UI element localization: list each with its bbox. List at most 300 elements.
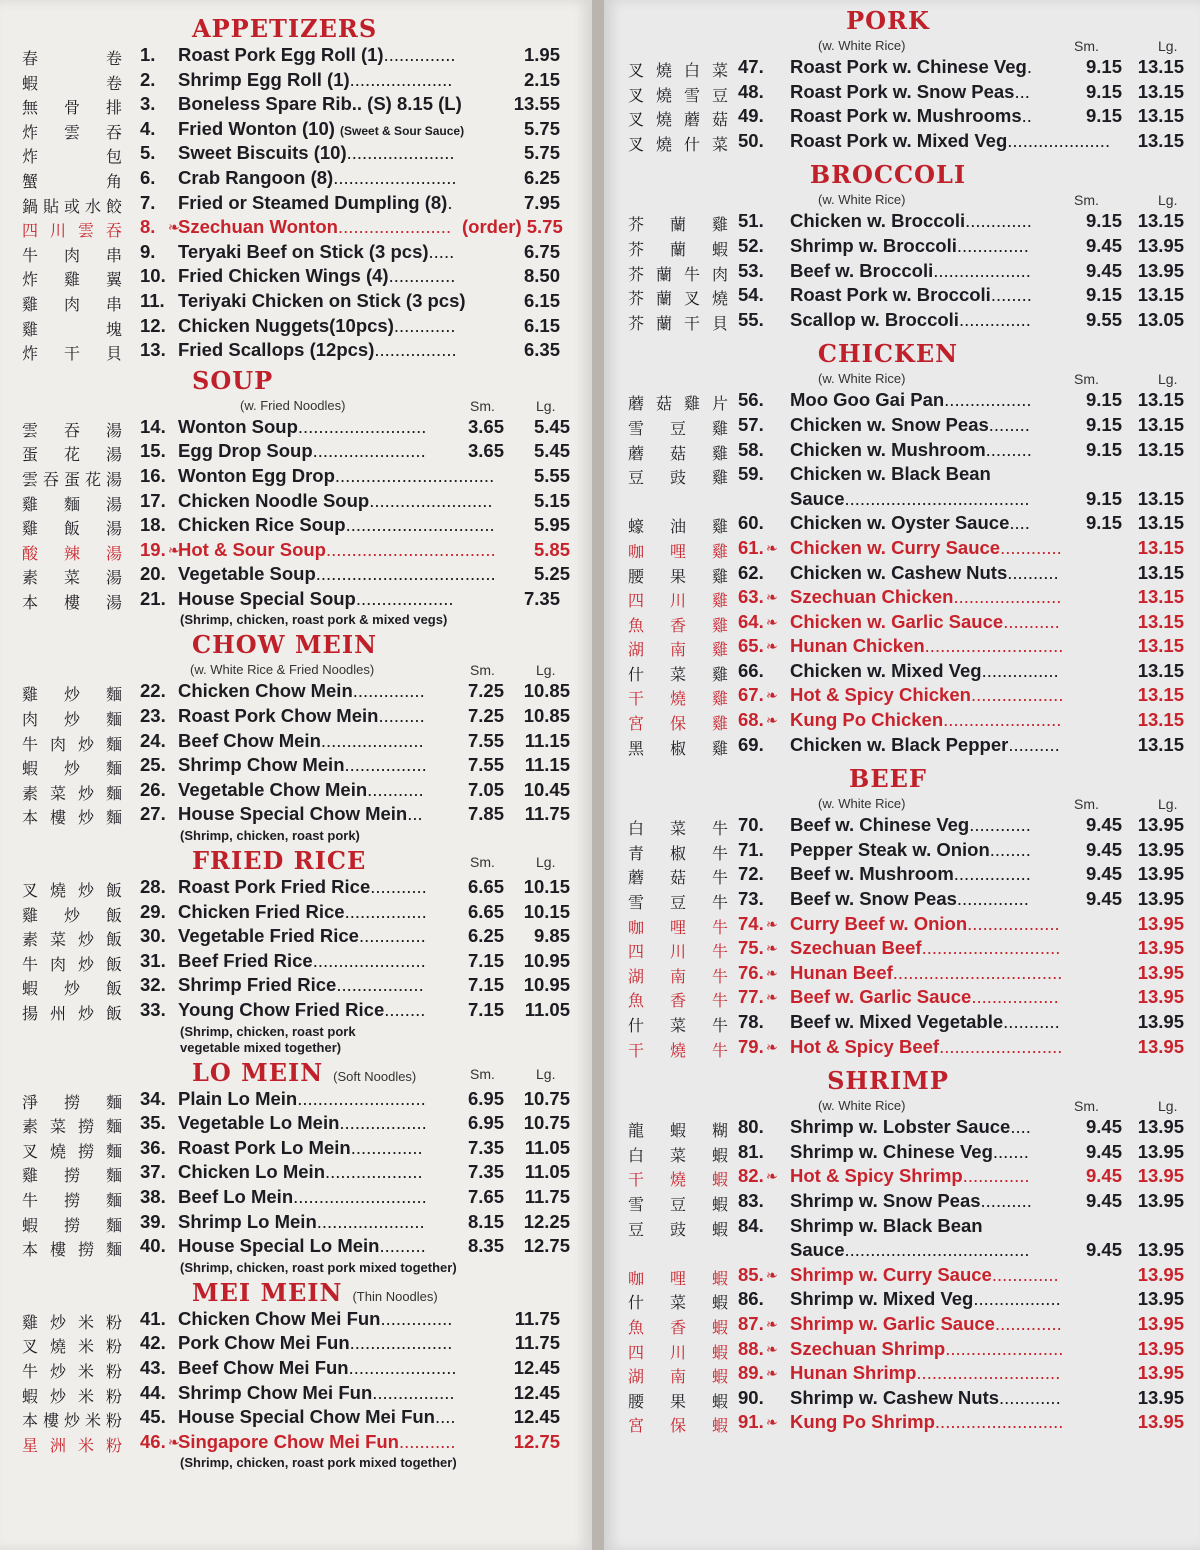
menu-item-beef-w-mushroom[interactable] <box>628 863 1188 888</box>
section-header <box>22 366 577 394</box>
menu-item-chicken-w-garlic-sauce[interactable] <box>628 611 1188 636</box>
menu-item-chicken-w-cashew-nuts[interactable] <box>628 562 1188 587</box>
item-price-large: 5.95 <box>533 514 570 536</box>
item-name <box>178 876 427 898</box>
menu-item-beef-fried-rice[interactable] <box>22 950 577 975</box>
chinese-character: 牛 <box>711 942 728 962</box>
item-name <box>790 56 1032 78</box>
chinese-character: 米 <box>84 1411 101 1431</box>
menu-item-continued[interactable] <box>628 488 1188 513</box>
chinese-name <box>628 736 728 759</box>
menu-item-beef-w-mixed-vegetable[interactable] <box>628 1011 1188 1036</box>
item-price-small: 9.15 <box>1085 56 1122 77</box>
item-name-text: Chicken Fried Rice <box>178 900 345 922</box>
item-name-text: House Special Soup <box>178 587 356 609</box>
menu-item-shrimp-w-garlic-sauce[interactable] <box>628 1313 1188 1338</box>
menu-item-sweet-biscuits-10[interactable] <box>22 142 577 167</box>
item-number: 43. <box>140 1356 166 1378</box>
item-number: 10. <box>140 265 166 287</box>
chinese-character: 燒 <box>669 1040 686 1060</box>
item-price-large: 13.95 <box>1137 838 1184 860</box>
menu-item-chicken-nuggets-10pcs[interactable] <box>22 315 577 340</box>
item-number: 25. <box>140 754 166 776</box>
item-name-text: House Special Chow Mei Fun <box>178 1406 435 1428</box>
chinese-name <box>628 1217 728 1240</box>
item-name <box>178 514 495 536</box>
menu-item-vegetable-chow-mein[interactable] <box>22 779 577 804</box>
chinese-character: 炒 <box>49 1361 66 1381</box>
chinese-character: 雞 <box>22 905 39 925</box>
chinese-name <box>22 317 122 340</box>
dot-leader: ......................... <box>297 415 427 437</box>
menu-item-hot-spicy-shrimp[interactable] <box>628 1165 1188 1190</box>
chinese-name <box>22 292 122 315</box>
menu-item-fried-scallops-12pcs[interactable] <box>22 339 577 364</box>
chinese-character: 串 <box>105 245 122 265</box>
chinese-name <box>22 541 122 564</box>
item-price: 13.95 <box>1137 1288 1184 1310</box>
item-name <box>790 863 1031 885</box>
item-price-small: 9.45 <box>1085 259 1122 281</box>
chinese-character: 糊 <box>711 1121 728 1141</box>
pepper-icon: ❧ <box>168 219 180 236</box>
menu-page-left <box>0 0 592 1550</box>
chinese-character: 白 <box>628 1145 645 1165</box>
menu-item-beef-chow-mein[interactable] <box>22 730 577 755</box>
item-name <box>790 709 1061 731</box>
dot-leader: .................... <box>320 729 424 751</box>
item-name <box>790 888 1029 910</box>
menu-item-chicken-w-curry-sauce[interactable] <box>628 537 1188 562</box>
menu-item-roast-pork-w-snow-peas[interactable] <box>628 81 1188 106</box>
item-price: 13.95 <box>1137 1011 1184 1032</box>
item-price-small: 7.55 <box>467 729 504 751</box>
dot-leader: .................................... <box>844 487 1030 509</box>
chinese-character: 塊 <box>105 319 122 339</box>
pepper-icon: ❧ <box>766 964 778 981</box>
chinese-character: 肉 <box>711 264 728 284</box>
pepper-icon: ❧ <box>766 539 778 556</box>
size-header-small: Sm. <box>470 1065 495 1082</box>
chinese-name <box>22 218 122 241</box>
chinese-character: 麵 <box>105 1092 122 1112</box>
item-name-text: Chicken Lo Mein <box>178 1161 325 1183</box>
menu-item-fried-or-steamed-dumpling-8[interactable] <box>22 192 577 217</box>
section-header <box>628 6 1188 34</box>
section-title: BROCCOLI <box>809 160 967 190</box>
item-name-text: Shrimp w. Broccoli <box>790 234 957 256</box>
menu-item-wonton-egg-drop[interactable] <box>22 465 577 490</box>
chinese-character: 炒 <box>77 954 94 974</box>
item-name <box>178 1088 426 1110</box>
section-subheader <box>628 794 1188 814</box>
item-name <box>178 680 425 702</box>
chinese-character: 炒 <box>63 1411 80 1431</box>
chinese-character: 麵 <box>105 783 122 803</box>
size-header-large: Lg. <box>1158 38 1178 54</box>
menu-item-chicken-lo-mein[interactable] <box>22 1161 577 1186</box>
section-subheader <box>22 396 577 416</box>
menu-item-egg-drop-soup[interactable] <box>22 440 577 465</box>
chinese-character: 燒 <box>49 1141 66 1161</box>
menu-item-vegetable-soup[interactable] <box>22 563 577 588</box>
chinese-name <box>628 107 728 130</box>
menu-item-shrimp-lo-mein[interactable] <box>22 1211 577 1236</box>
menu-item-chicken-rice-soup[interactable] <box>22 514 577 539</box>
menu-item-curry-beef-w-onion[interactable] <box>628 913 1188 938</box>
menu-item-vegetable-fried-rice[interactable] <box>22 925 577 950</box>
chinese-character: 粉 <box>105 1435 122 1455</box>
item-name-text: Shrimp Egg Roll (1) <box>178 68 350 90</box>
menu-item-house-special-lo-mein[interactable] <box>22 1235 577 1260</box>
item-name <box>790 260 1031 282</box>
menu-item-hunan-shrimp[interactable] <box>628 1362 1188 1387</box>
menu-item-chicken-noodle-soup[interactable] <box>22 490 577 515</box>
dot-leader: ............... <box>981 659 1059 681</box>
chinese-name <box>22 1090 122 1113</box>
menu-item-kung-po-chicken[interactable] <box>628 709 1188 734</box>
item-name-text: Beef w. Broccoli <box>790 259 934 281</box>
item-name-text: Shrimp w. Black Bean <box>790 1214 983 1236</box>
chinese-character: 麵 <box>105 1215 122 1235</box>
dot-leader: ..................... <box>346 142 455 164</box>
item-price-large: 13.95 <box>1137 863 1184 885</box>
chinese-name <box>628 1167 728 1190</box>
item-name <box>790 1011 1060 1033</box>
item-name <box>178 339 457 361</box>
chinese-character: 豆 <box>669 418 686 438</box>
item-name <box>178 490 493 512</box>
chinese-character: 蝦 <box>711 1170 728 1190</box>
menu-item-shrimp-w-mixed-veg[interactable] <box>628 1288 1188 1313</box>
item-price-small: 9.45 <box>1085 1239 1122 1261</box>
menu-item-chicken-chow-mein[interactable] <box>22 680 577 705</box>
menu-item-beef-w-snow-peas[interactable] <box>628 888 1188 913</box>
item-number: 7. <box>140 191 156 213</box>
chinese-character: 炒 <box>77 930 94 950</box>
chinese-character: 蝦 <box>711 1342 728 1362</box>
item-name-text: Beef w. Mushroom <box>790 863 954 885</box>
item-number: 68. <box>738 709 764 731</box>
menu-item-pork-chow-mei-fun[interactable] <box>22 1332 577 1357</box>
menu-item-fried-chicken-wings-4[interactable] <box>22 265 577 290</box>
item-price-small: 9.15 <box>1085 413 1122 435</box>
item-price-large: 5.55 <box>533 464 570 486</box>
item-name <box>790 1165 1030 1187</box>
chinese-character: 粉 <box>105 1361 122 1381</box>
chinese-character: 蝦 <box>22 979 39 999</box>
menu-item-chicken-w-black-bean[interactable] <box>628 463 1188 488</box>
size-header-small: Sm. <box>470 397 495 414</box>
item-price: 6.35 <box>523 339 560 361</box>
menu-item-szechuan-shrimp[interactable] <box>628 1338 1188 1363</box>
chinese-name <box>22 144 122 167</box>
section-title: BEEF <box>849 764 927 794</box>
menu-item-hot-spicy-chicken[interactable] <box>628 684 1188 709</box>
item-name-text: Teryaki Beef on Stick (3 pcs) <box>178 240 429 262</box>
item-number: 3. <box>140 93 156 115</box>
dot-leader: .............. <box>956 234 1029 256</box>
chinese-character: 雞 <box>711 640 728 660</box>
chinese-character: 星 <box>22 1435 39 1455</box>
menu-item-shrimp-w-broccoli[interactable] <box>628 235 1188 260</box>
menu-item-scallop-w-broccoli[interactable] <box>628 309 1188 334</box>
chinese-character: 蘭 <box>669 215 686 235</box>
chinese-character: 串 <box>105 294 122 314</box>
chinese-character: 麵 <box>105 1190 122 1210</box>
pepper-icon: ❧ <box>766 638 778 655</box>
menu-item-shrimp-egg-roll-1[interactable] <box>22 69 577 94</box>
section-title <box>192 1278 438 1307</box>
chinese-character: 芥 <box>628 289 645 309</box>
menu-item-vegetable-lo-mein[interactable] <box>22 1112 577 1137</box>
menu-item-shrimp-fried-rice[interactable] <box>22 974 577 999</box>
chinese-character: 咖 <box>628 1268 645 1288</box>
dot-leader: .. <box>1021 105 1032 127</box>
chinese-name <box>628 237 728 260</box>
menu-item-chicken-w-oyster-sauce[interactable] <box>628 512 1188 537</box>
menu-item-shrimp-w-lobster-sauce[interactable] <box>628 1116 1188 1141</box>
chinese-character: 雪 <box>628 1194 645 1214</box>
item-price-large: 11.05 <box>524 1161 570 1183</box>
size-header-large: Lg. <box>1158 371 1178 388</box>
chinese-character: 粉 <box>105 1411 122 1431</box>
chinese-character: 雞 <box>711 468 728 488</box>
chinese-name <box>628 1192 728 1215</box>
menu-item-roast-pork-w-chinese-veg[interactable] <box>628 56 1188 81</box>
dot-leader: ........... <box>1003 1011 1060 1032</box>
menu-item-shrimp-chow-mei-fun[interactable] <box>22 1382 577 1407</box>
dot-leader: ............ <box>999 1386 1061 1408</box>
dot-leader: ...................... <box>312 440 426 462</box>
menu-item-roast-pork-w-broccoli[interactable] <box>628 284 1188 309</box>
menu-item-shrimp-w-curry-sauce[interactable] <box>628 1264 1188 1289</box>
menu-item-pepper-steak-w-onion[interactable] <box>628 839 1188 864</box>
chinese-name <box>22 952 122 975</box>
item-number: 48. <box>738 80 764 102</box>
menu-item-chicken-w-mixed-veg[interactable] <box>628 660 1188 685</box>
item-price: 13.95 <box>1137 1337 1184 1359</box>
chinese-character: 雞 <box>683 394 700 414</box>
chinese-character: 燒 <box>669 1170 686 1190</box>
menu-item-teryaki-beef-on-stick-3-pcs[interactable] <box>22 241 577 266</box>
menu-item-singapore-chow-mei-fun[interactable] <box>22 1431 577 1456</box>
item-name <box>790 81 1030 103</box>
item-name <box>790 1362 1060 1384</box>
menu-item-roast-pork-lo-mein[interactable] <box>22 1137 577 1162</box>
section-title-text: MEI MEIN <box>192 1277 343 1307</box>
item-number: 32. <box>140 974 166 996</box>
chinese-name <box>628 1290 728 1313</box>
menu-item-shrimp-w-black-bean[interactable] <box>628 1215 1188 1240</box>
chinese-name <box>22 1384 122 1407</box>
menu-item-hunan-beef[interactable] <box>628 962 1188 987</box>
menu-item-roast-pork-w-mushrooms[interactable] <box>628 105 1188 130</box>
section-subtitle: (w. White Rice) <box>818 38 906 53</box>
item-name <box>178 974 424 996</box>
item-number: 66. <box>738 659 764 681</box>
item-price-large: 10.15 <box>523 876 570 898</box>
item-name <box>178 1357 457 1379</box>
menu-item-chicken-w-mushroom[interactable] <box>628 439 1188 464</box>
item-name <box>790 1387 1061 1409</box>
chinese-character: 貼 <box>42 196 59 216</box>
menu-item-chicken-fried-rice[interactable] <box>22 901 577 926</box>
item-number: 6. <box>140 166 156 188</box>
menu-item-shrimp-w-snow-peas[interactable] <box>628 1190 1188 1215</box>
menu-item-kung-po-shrimp[interactable] <box>628 1411 1188 1436</box>
dot-leader: ............................ <box>916 1362 1061 1384</box>
menu-item-teriyaki-chicken-on-stick-3-pcs[interactable] <box>22 290 577 315</box>
item-name <box>790 562 1059 584</box>
item-price-small: 8.35 <box>467 1235 504 1257</box>
section-header <box>628 1066 1188 1094</box>
chinese-name <box>628 588 728 611</box>
chinese-character: 撈 <box>77 1141 94 1161</box>
dot-leader: ...................... <box>312 949 426 971</box>
menu-item-roast-pork-fried-rice[interactable] <box>22 876 577 901</box>
item-name-text: Roast Pork w. Broccoli <box>790 284 991 306</box>
menu-item-shrimp-w-chinese-veg[interactable] <box>628 1141 1188 1166</box>
dot-leader: ............ <box>1000 536 1062 558</box>
item-name <box>178 69 452 91</box>
menu-item-chicken-w-broccoli[interactable] <box>628 210 1188 235</box>
menu-item-hot-sour-soup[interactable] <box>22 539 577 564</box>
chinese-character: 飯 <box>105 954 122 974</box>
chinese-character: 四 <box>628 1342 645 1362</box>
dot-leader: ............. <box>991 1263 1059 1285</box>
item-price-small: 9.45 <box>1085 1165 1122 1187</box>
section-header <box>22 1278 577 1306</box>
item-name-text: Chicken w. Black Pepper <box>790 733 1009 755</box>
chinese-character: 牛 <box>22 245 39 265</box>
menu-item-hot-spicy-beef[interactable] <box>628 1036 1188 1061</box>
item-name-text: Shrimp w. Snow Peas <box>790 1189 981 1211</box>
item-name-text: Vegetable Soup <box>178 563 316 585</box>
item-price: 11.75 <box>514 1332 560 1354</box>
menu-item-beef-chow-mei-fun[interactable] <box>22 1357 577 1382</box>
pepper-icon: ❧ <box>168 1433 180 1450</box>
chinese-character: 雞 <box>63 270 80 290</box>
menu-item-continued[interactable] <box>628 1239 1188 1264</box>
menu-item-hunan-chicken[interactable] <box>628 635 1188 660</box>
size-header-small: Sm. <box>470 662 495 679</box>
item-number: 76. <box>738 961 764 983</box>
menu-item-szechuan-beef[interactable] <box>628 937 1188 962</box>
left-column <box>22 14 577 1471</box>
menu-item-moo-goo-gai-pan[interactable] <box>628 389 1188 414</box>
chinese-name <box>628 1389 728 1412</box>
chinese-character: 炒 <box>49 1386 66 1406</box>
dot-leader: ............ <box>393 314 456 336</box>
size-header-small: Sm. <box>1074 38 1099 54</box>
menu-item-plain-lo-mein[interactable] <box>22 1088 577 1113</box>
menu-item-house-special-soup[interactable] <box>22 588 577 613</box>
menu-item-szechuan-chicken[interactable] <box>628 586 1188 611</box>
chinese-name <box>22 1139 122 1162</box>
chinese-name <box>628 1413 728 1436</box>
item-price: 7.35 <box>523 587 560 609</box>
item-number: 28. <box>140 876 166 898</box>
item-price: 13.95 <box>1137 1035 1184 1057</box>
item-name <box>178 1137 423 1159</box>
chinese-character: 蝦 <box>711 1219 728 1239</box>
chinese-character: 什 <box>628 664 645 684</box>
menu-item-house-special-chow-mein[interactable] <box>22 803 577 828</box>
dot-leader: ........... <box>1003 610 1060 632</box>
item-price: 12.45 <box>513 1356 560 1378</box>
menu-item-house-special-chow-mei-fun[interactable] <box>22 1406 577 1431</box>
menu-item-chicken-w-snow-peas[interactable] <box>628 414 1188 439</box>
menu-item-beef-lo-mein[interactable] <box>22 1186 577 1211</box>
item-name <box>790 309 1031 331</box>
item-name <box>178 192 452 214</box>
item-price-small: 8.15 <box>467 1210 504 1232</box>
section-title <box>192 1058 416 1087</box>
item-price-small: 7.15 <box>467 974 504 996</box>
item-price-large: 13.95 <box>1137 259 1184 281</box>
item-name-text: Shrimp w. Mixed Veg <box>790 1288 974 1310</box>
chinese-character: 菜 <box>711 134 728 154</box>
chinese-character: 麵 <box>63 494 80 514</box>
menu-item-crab-rangoon-8[interactable] <box>22 167 577 192</box>
item-number: 21. <box>140 587 166 609</box>
menu-item-fried-wonton-10[interactable] <box>22 118 577 143</box>
dot-leader: ................... <box>933 259 1031 281</box>
menu-item-boneless-spare-rib-s-8-15-l[interactable] <box>22 93 577 118</box>
menu-item-roast-pork-egg-roll-1[interactable] <box>22 44 577 69</box>
dot-leader: ... <box>1014 80 1030 102</box>
menu-item-roast-pork-w-mixed-veg[interactable] <box>628 130 1188 155</box>
menu-item-wonton-soup[interactable] <box>22 416 577 441</box>
menu-item-shrimp-chow-mein[interactable] <box>22 754 577 779</box>
item-price: 13.55 <box>513 93 560 115</box>
menu-item-chicken-chow-mei-fun[interactable] <box>22 1308 577 1333</box>
item-number: 40. <box>140 1235 166 1257</box>
menu-item-beef-w-chinese-veg[interactable] <box>628 814 1188 839</box>
dot-leader: ................ <box>372 1381 455 1403</box>
item-name-text: Chicken w. Mixed Veg <box>790 659 982 681</box>
menu-item-roast-pork-chow-mein[interactable] <box>22 705 577 730</box>
chinese-character: 米 <box>77 1386 94 1406</box>
dot-leader: ........ <box>989 838 1031 860</box>
dot-leader: ................. <box>973 1288 1061 1310</box>
chinese-character: 粉 <box>105 1312 122 1332</box>
menu-item-chicken-w-black-pepper[interactable] <box>628 734 1188 759</box>
item-name <box>790 284 1032 306</box>
chinese-character: 雞 <box>711 615 728 635</box>
menu-section-soup <box>22 366 577 629</box>
chinese-character: 咖 <box>628 541 645 561</box>
menu-item-young-chow-fried-rice[interactable] <box>22 999 577 1024</box>
item-price-small: 6.95 <box>467 1087 504 1109</box>
menu-item-beef-w-garlic-sauce[interactable] <box>628 986 1188 1011</box>
item-price-small: 6.95 <box>467 1112 504 1134</box>
chinese-name <box>22 682 122 705</box>
chinese-character: 素 <box>22 783 39 803</box>
chinese-character: 飯 <box>105 979 122 999</box>
item-name-text: Roast Pork Egg Roll (1) <box>178 44 384 65</box>
chinese-character: 菇 <box>669 868 686 888</box>
menu-item-beef-w-broccoli[interactable] <box>628 260 1188 285</box>
item-price: 13.95 <box>1137 1362 1184 1384</box>
chinese-character: 湯 <box>105 469 122 489</box>
chinese-name <box>22 756 122 779</box>
chinese-character: 炸 <box>22 270 39 290</box>
item-name-text: Shrimp w. Lobster Sauce <box>790 1116 1011 1138</box>
menu-item-shrimp-w-cashew-nuts[interactable] <box>628 1387 1188 1412</box>
menu-item-szechuan-wonton[interactable] <box>22 216 577 241</box>
